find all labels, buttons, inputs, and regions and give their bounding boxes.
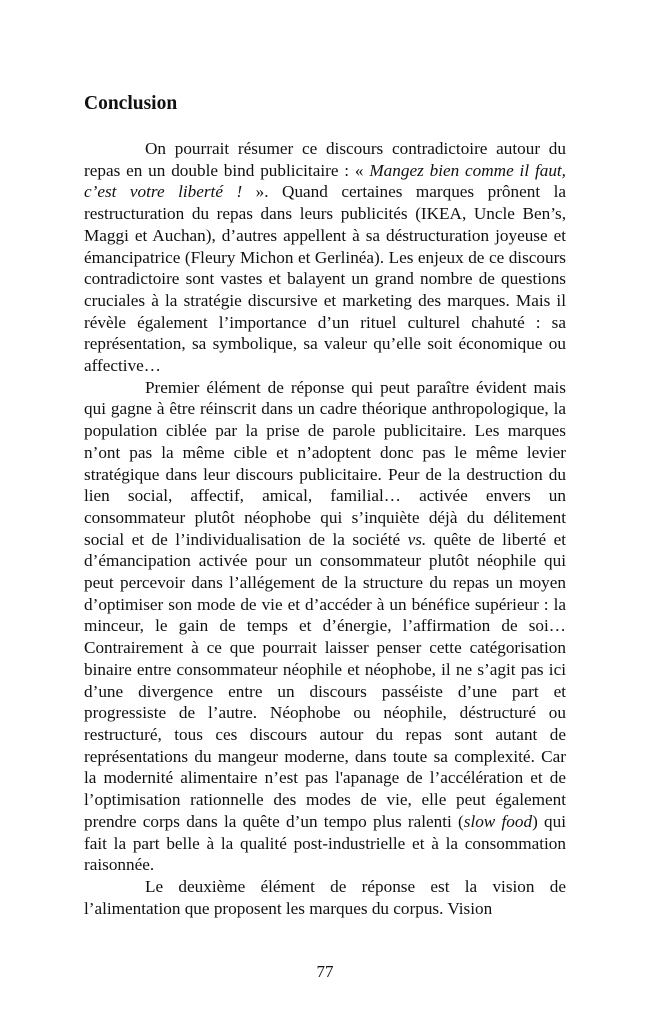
italic-text: vs. <box>407 529 427 549</box>
italic-text: slow food <box>463 811 533 831</box>
text-run: ». Quand certaines marques prônent la restructuration du repas dans leurs publicités (IKEA, Uncle Ben’s, Maggi et Auchan), d’autres appellent à sa déstructuration joyeuse et émancipatrice (Fleury Michon et Gerlinéa). Les enjeux de ce discours contradictoire sont vastes et balayent un grand nombre de questions cruciales à la stratégie discursive et marketing des marques. Mais il révèle également l’importance d’un rituel culturel chahuté : sa représentation, sa symbolique, sa valeur qu’elle soit économique ou affective… <box>84 182 566 376</box>
text-run: Premier élément de réponse qui peut paraître évident mais qui gagne à être réinscrit dans un cadre théorique anthropologique, la population ciblée par la prise de parole publicitaire. Les marques n’ont pas la même cible et n’adoptent donc pas le même levier stratégique dans leur discours publicitaire. Peur de la destruction du lien social, affectif, amical, familial… activée envers un consommateur plutôt néophobe qui s’inquiète déjà du délitement social et de l’individualisation de la société <box>84 377 566 549</box>
page-number: 77 <box>316 962 334 981</box>
italic-text: Mangez bien comme il faut, c’est votre liberté ! <box>84 160 566 202</box>
section-heading: Conclusion <box>84 93 178 114</box>
paragraph <box>84 876 566 919</box>
text-run: On pourrait résumer ce discours contradictoire autour du repas en un double bind publicitaire : « <box>84 139 566 180</box>
text-run: ) qui fait la part belle à la qualité post-industrielle et à la consommation raisonnée. <box>84 811 567 875</box>
text-run: Le deuxième élément de réponse est la vision de l’alimentation que proposent les marques du corpus. Vision <box>84 876 566 918</box>
paragraph <box>84 138 566 377</box>
text-run: quête de liberté et d’émancipation activée pour un consommateur plutôt néophile qui peut percevoir dans l’allégement de la structure du repas un moyen d’optimiser son mode de vie et d’accéder à un bénéfice supérieur : la minceur, le gain de temps et d’énergie, l’affirmation de soi… Contrairement à ce que pourrait laisser penser cette catégorisation binaire entre consommateur néophile et néophobe, il ne s’agit pas ici d’une divergence entre un discours passéiste d’une part et progressiste de l’autre. Néophobe ou néophile, déstructuré ou restructuré, tous ces discours autour du repas sont autant de représentations du mangeur moderne, dans toute sa complexité. Car la modernité alimentaire n’est pas l'apanage de l’accélération et de l’optimisation rationnelle des modes de vie, elle peut également prendre corps dans la quête d’un tempo plus ralenti ( <box>84 529 566 831</box>
body-text <box>84 138 566 919</box>
page-body <box>84 90 566 919</box>
paragraph <box>84 377 566 876</box>
